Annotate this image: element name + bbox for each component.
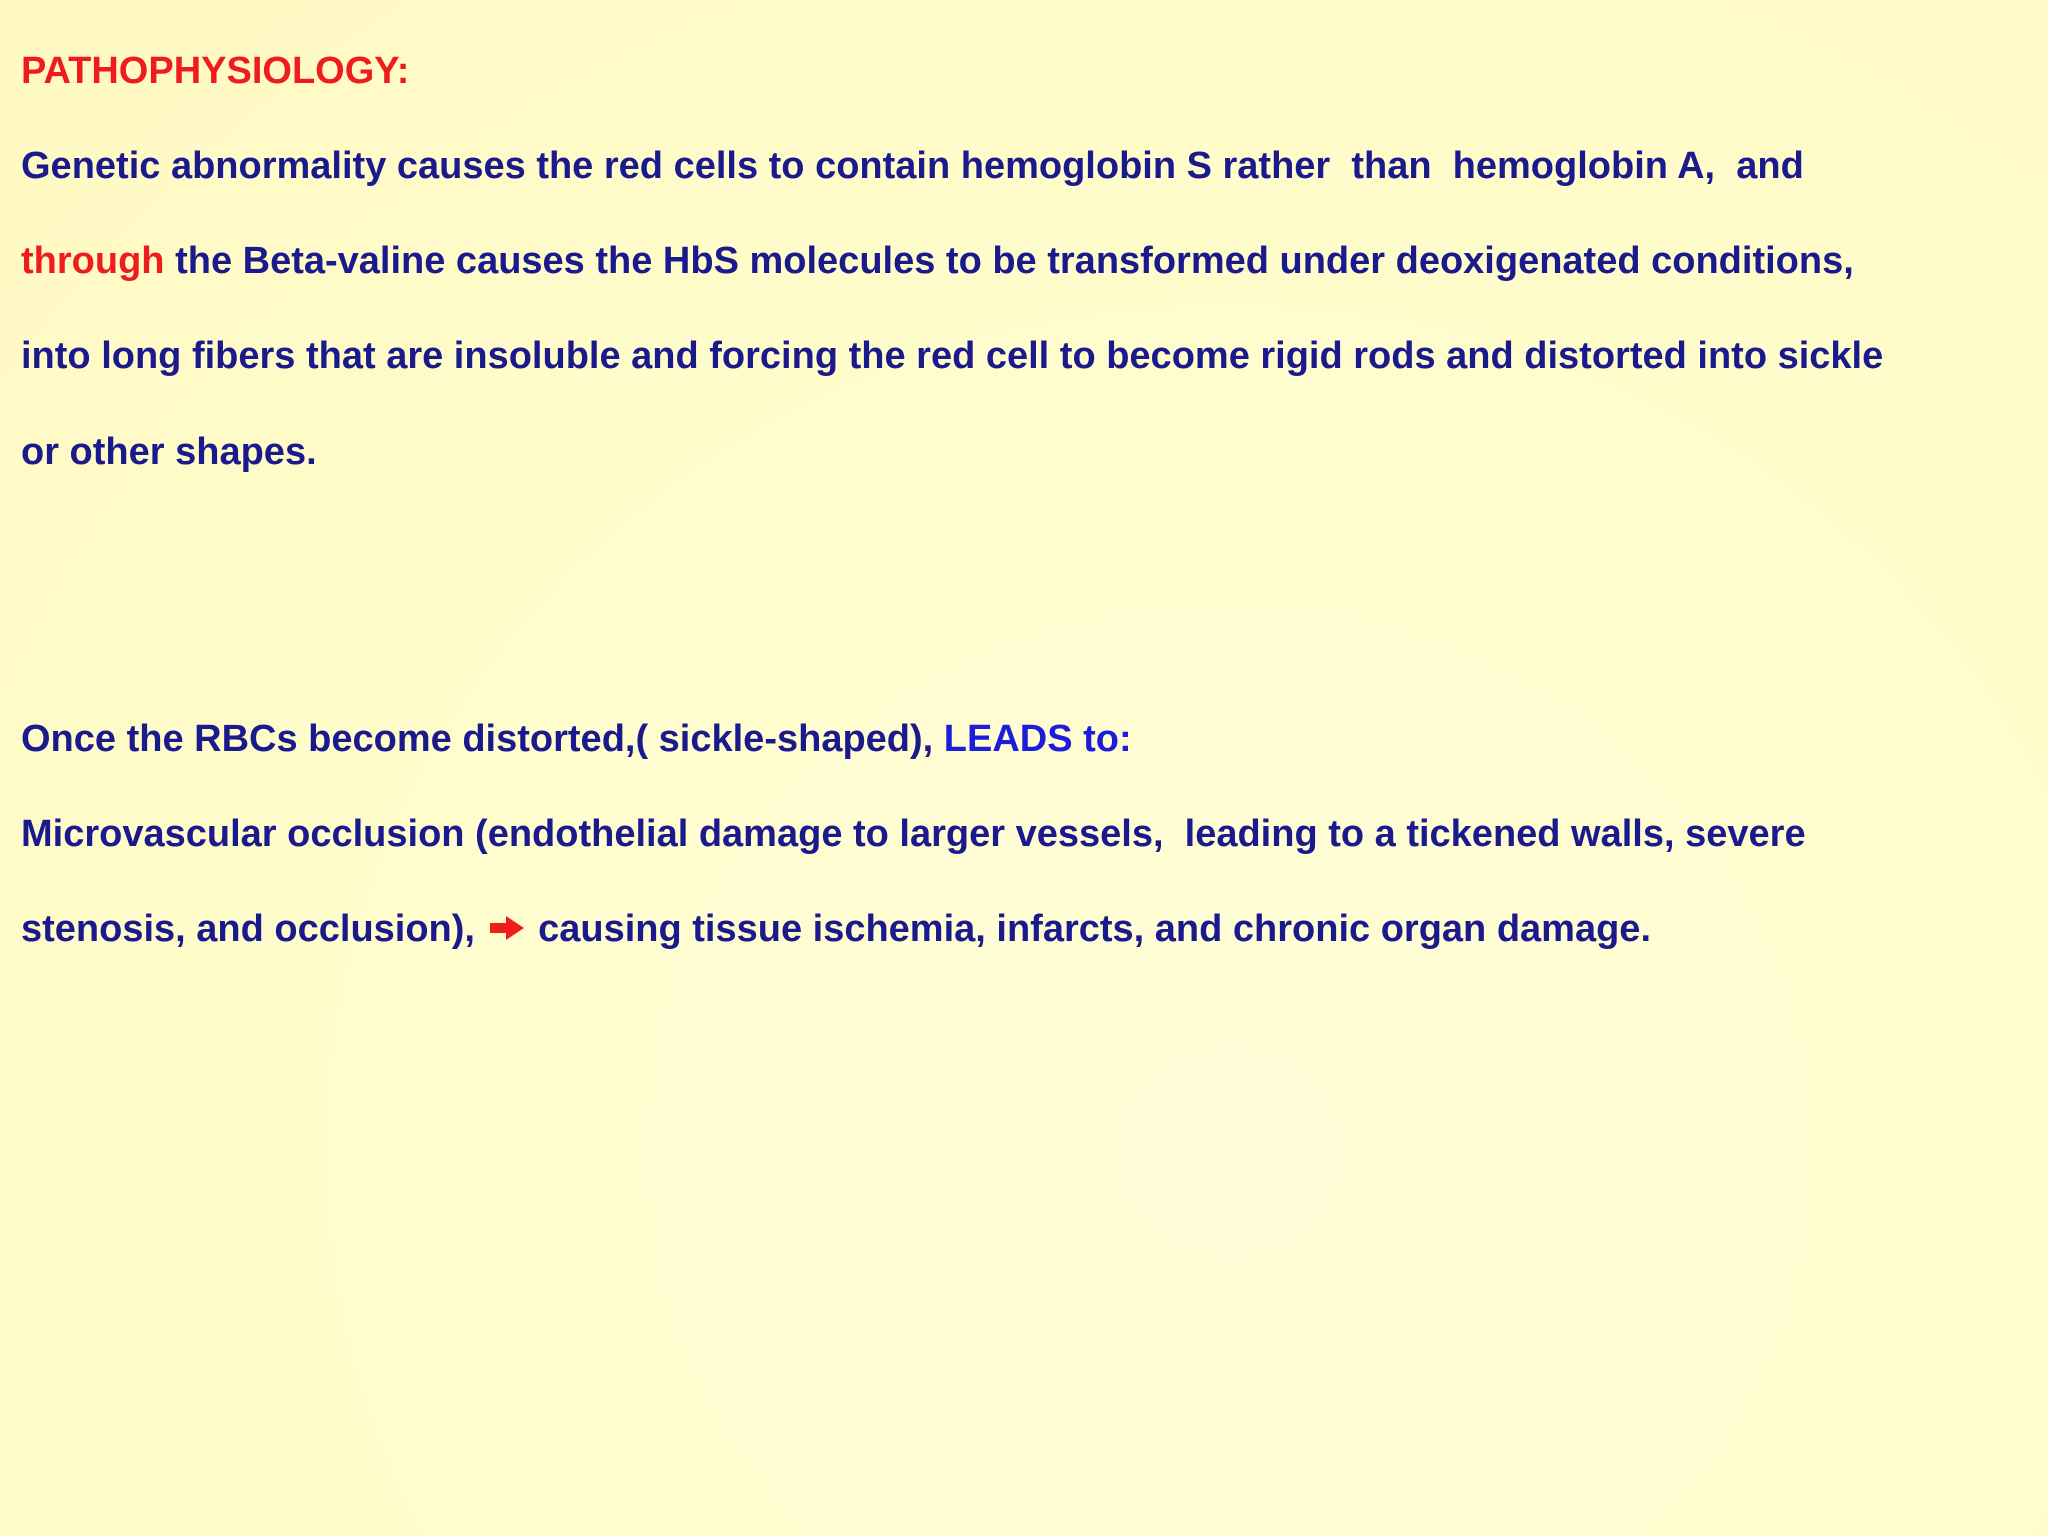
leads-to: LEADS to: [943, 718, 1132, 760]
para2-line3 [21, 907, 1651, 951]
para2-line1-start: Once the RBCs become distorted,( sickle-shaped), [21, 718, 944, 760]
para2-line3-end: causing tissue ischemia, infarcts, and chronic organ damage. [527, 908, 1651, 950]
para2-line2: Microvascular occlusion (endothelial damage to larger vessels, leading to a tickened walls, severe [21, 813, 1806, 855]
slide [21, 0, 2031, 1536]
right-arrow-icon [486, 913, 528, 943]
para1-line2 [21, 239, 1854, 283]
para1-line1: Genetic abnormality causes the red cells to contain hemoglobin S rather than hemoglobin A, and [21, 145, 1804, 187]
para1-line2-rest: the Beta-valine causes the HbS molecules to be transformed under deoxigenated conditions, [164, 240, 1854, 282]
para2-line3-start: stenosis, and occlusion), [21, 908, 486, 950]
para2-line1 [21, 717, 1132, 761]
through-word: through [21, 240, 165, 282]
heading: PATHOPHYSIOLOGY: [21, 50, 410, 92]
para1-line4: or other shapes. [21, 431, 317, 473]
para1-line3: into long fibers that are insoluble and forcing the red cell to become rigid rods and distorted into sickle [21, 335, 1884, 377]
